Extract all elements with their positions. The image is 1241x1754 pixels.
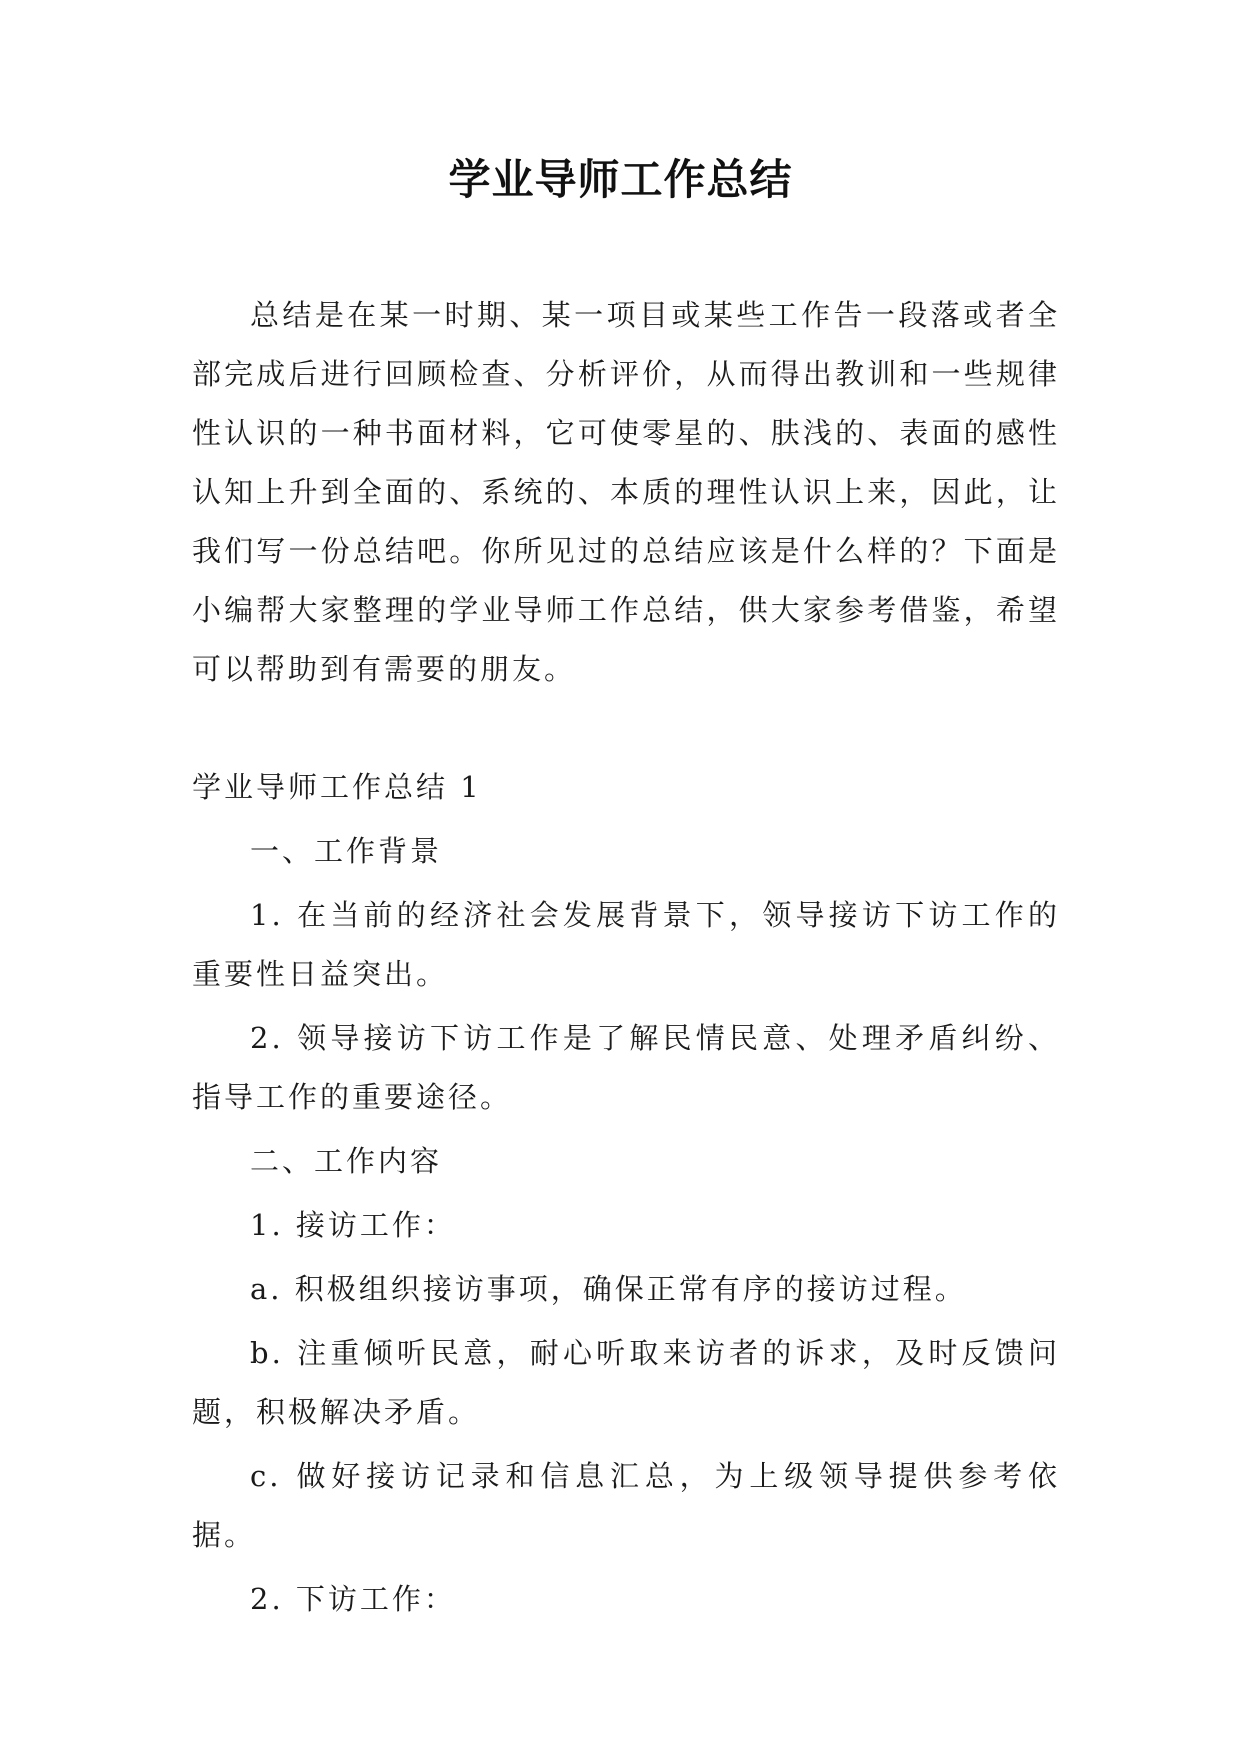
list-item: 1. 接访工作： [250,1208,456,1242]
list-item: 2. 领导接访下访工作是了解民情民意、处理矛盾纠纷、指导工作的重要途径。 [192,1021,1060,1114]
intro-paragraph: 总结是在某一时期、某一项目或某些工作告一段落或者全部完成后进行回顾检查、分析评价，从而得出教训和一些规律性认识的一种书面材料，它可使零星的、肤浅的、表面的感性认知上升到全面的、系统的、本质的理性认识上来，因此，让我们写一份总结吧。你所见过的总结应该是什么样的？下面是小编帮大家整理的学业导师工作总结，供大家参考借鉴，希望可以帮助到有需要的朋友。 [192,298,1060,686]
list-item: b. 注重倾听民意，耐心听取来访者的诉求，及时反馈问题，积极解决矛盾。 [192,1336,1060,1429]
document-title: 学业导师工作总结 [448,155,793,204]
heading-work-background: 一、工作背景 [250,834,443,868]
list-item: c. 做好接访记录和信息汇总，为上级领导提供参考依据。 [192,1459,1060,1552]
section-title: 学业导师工作总结 1 [192,770,482,804]
document-body [192,286,1060,1634]
list-item: a. 积极组织接访事项，确保正常有序的接访过程。 [250,1272,967,1306]
list-item: 1. 在当前的经济社会发展背景下，领导接访下访工作的重要性日益突出。 [192,898,1060,991]
list-item: 2. 下访工作： [250,1582,456,1616]
heading-work-content: 二、工作内容 [250,1144,443,1178]
